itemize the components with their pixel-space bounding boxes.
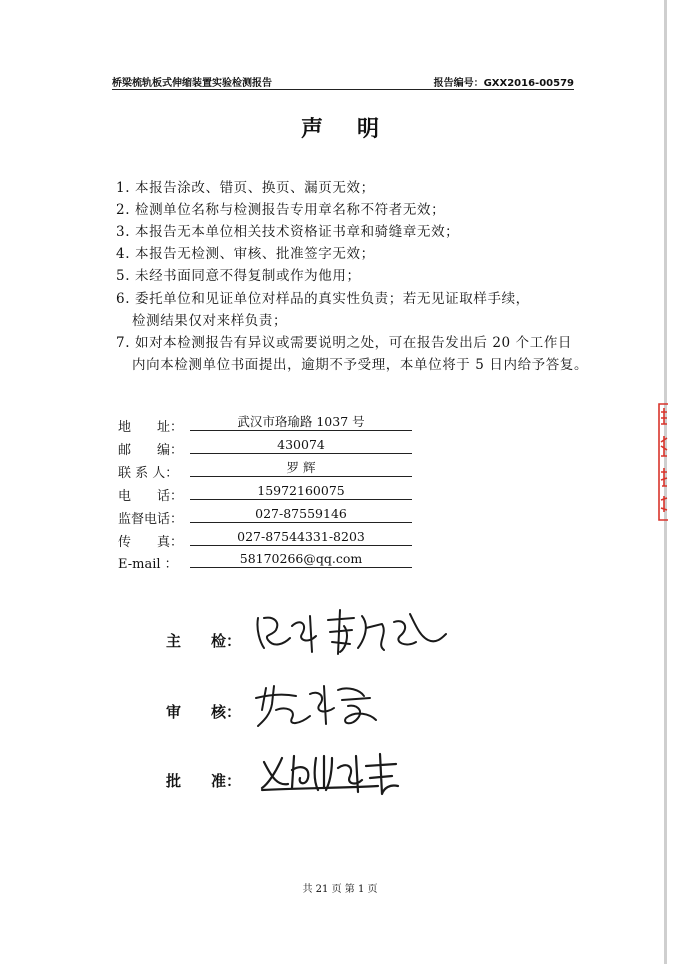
fax-label: 传 真： <box>118 535 184 550</box>
statement-item: 5. 未经书面同意不得复制或作为他用； <box>116 268 361 284</box>
postcode-value: 430074 <box>190 437 412 454</box>
address-value: 武汉市珞瑜路 1037 号 <box>190 414 412 431</box>
supervision-phone-value: 027-87559146 <box>190 506 412 523</box>
page-title: 声明 <box>300 117 413 142</box>
phone-value: 15972160075 <box>190 483 412 500</box>
statement-item: 2. 检测单位名称与检测报告专用章名称不符者无效； <box>116 202 446 218</box>
report-header <box>112 74 574 90</box>
contact-person-value: 罗 辉 <box>190 460 412 477</box>
statement-item: 1. 本报告涂改、错页、换页、漏页无效； <box>116 180 375 196</box>
approver-label: 批 准： <box>166 772 242 790</box>
inspector-signature <box>250 604 450 660</box>
statement-item: 4. 本报告无检测、审核、批准签字无效； <box>116 246 375 262</box>
address-label: 地 址： <box>118 420 184 435</box>
supervision-phone-label: 监督电话： <box>118 512 184 527</box>
fax-value: 027-87544331-8203 <box>190 529 412 546</box>
approver-signature <box>258 748 408 800</box>
statement-item-continuation: 内向本检测单位书面提出，逾期不予受理，本单位将于 5 日内给予答复。 <box>132 357 589 373</box>
reviewer-signature <box>252 680 382 732</box>
statement-item: 3. 本报告无本单位相关技术资格证书章和骑缝章无效； <box>116 224 460 240</box>
report-number: 报告编号：GXX2016-00579 <box>433 78 574 89</box>
postcode-label: 邮 编： <box>118 443 184 458</box>
statement-item: 6. 委托单位和见证单位对样品的真实性负责；若无见证取样手续， <box>116 291 530 307</box>
seal-stamp-fragment <box>655 402 669 522</box>
statement-item: 7. 如对本检测报告有异议或需要说明之处，可在报告发出后 20 个工作日 <box>116 335 573 351</box>
contact-person-label: 联 系 人： <box>118 466 179 481</box>
email-value: 58170266@qq.com <box>190 551 412 568</box>
statement-item-continuation: 检测结果仅对来样负责； <box>132 313 288 329</box>
header-rule <box>112 89 574 90</box>
page-footer: 共 21 页 第 1 页 <box>302 884 378 895</box>
reviewer-label: 审 核： <box>166 703 242 721</box>
report-name: 桥梁梳轨板式伸缩装置实验检测报告 <box>112 78 272 89</box>
phone-label: 电 话： <box>118 489 184 504</box>
email-label: E-mail ： <box>118 557 178 572</box>
inspector-label: 主 检： <box>166 632 242 650</box>
